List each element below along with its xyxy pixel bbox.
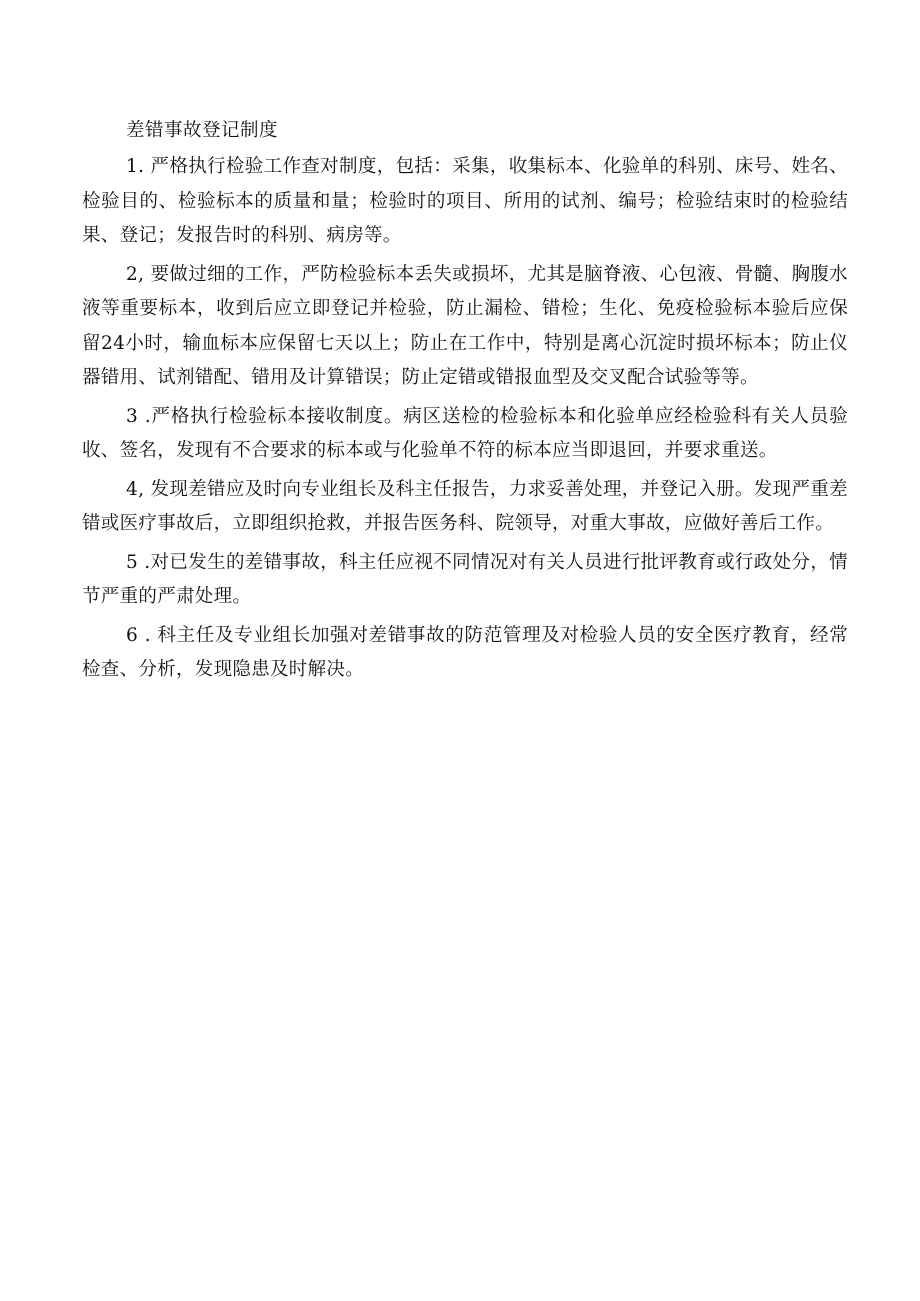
paragraph-1: 1. 严格执行检验工作查对制度，包括：采集，收集标本、化验单的科别、床号、姓名、检验目的、检验标本的质量和量；检验时的项目、所用的试剂、编号；检验结束时的检验结果、登记；发报告时的科别、病房等。 — [82, 156, 848, 246]
paragraph-2: 2, 要做过细的工作，严防检验标本丢失或损坏，尤其是脑脊液、心包液、骨髓、胸腹水液等重要标本，收到后应立即登记并检验，防止漏检、错检；生化、免疫检验标本验后应保留24小时，输血标本应保留七天以上；防止在工作中，特别是离心沉淀时损坏标本；防止仪器错用、试剂错配、错用及计算错误；防止定错或错报血型及交叉配合试验等等。 — [82, 263, 848, 388]
document-body — [82, 116, 848, 688]
paragraph-6: 6 . 科主任及专业组长加强对差错事故的防范管理及对检验人员的安全医疗教育，经常检查、分析，发现隐患及时解决。 — [82, 624, 848, 680]
paragraph-4: 4, 发现差错应及时向专业组长及科主任报告，力求妥善处理，并登记入册。发现严重差错或医疗事故后，立即组织抢救，并报告医务科、院领导，对重大事故，应做好善后工作。 — [82, 478, 848, 534]
paragraph-3: 3 .严格执行检验标本接收制度。病区送检的检验标本和化验单应经检验科有关人员验收、签名，发现有不合要求的标本或与化验单不符的标本应当即退回，并要求重送。 — [82, 405, 848, 461]
document-title: 差错事故登记制度 — [126, 120, 279, 141]
paragraph-5: 5 .对已发生的差错事故，科主任应视不同情况对有关人员进行批评教育或行政处分，情节严重的严肃处理。 — [82, 551, 848, 607]
